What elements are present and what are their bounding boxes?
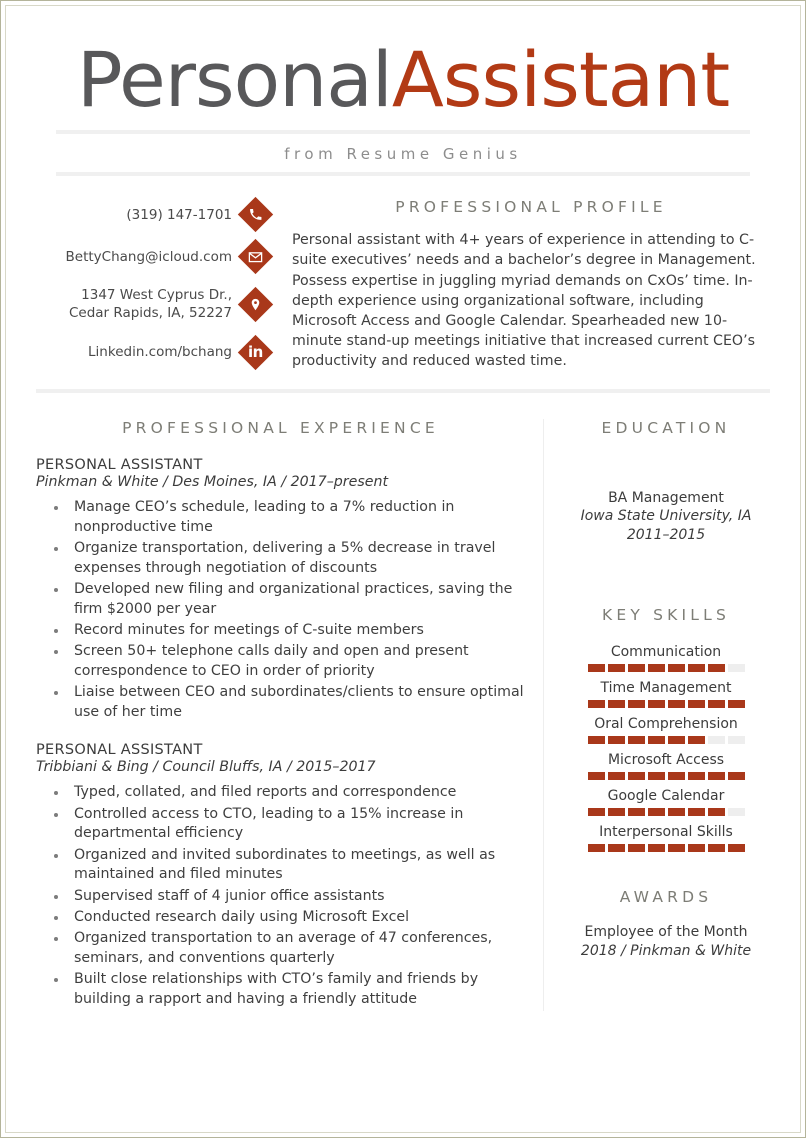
skill-rating-segment (588, 808, 605, 816)
name-last: Assistant (391, 35, 730, 124)
skill-rating-segment (708, 664, 725, 672)
skill-rating-bar (550, 772, 782, 780)
skill-rating-bar (550, 664, 782, 672)
resume-page-inner (5, 5, 801, 1133)
skill-name: Microsoft Access (607, 751, 725, 768)
skill-rating-segment (708, 808, 725, 816)
list-item: Conducted research daily using Microsoft Excel (62, 908, 525, 927)
list-item: Record minutes for meetings of C-suite members (62, 621, 525, 640)
linkedin-icon: in (238, 334, 273, 369)
education-entry (550, 489, 782, 544)
skill-rating-segment (728, 772, 745, 780)
sidebar-column (544, 419, 782, 1011)
skill-rating-segment (728, 700, 745, 708)
list-item: Controlled access to CTO, leading to a 15% increase in departmental efficiency (62, 805, 525, 844)
skill-rating-segment (588, 664, 605, 672)
skills-list (550, 644, 782, 852)
award-entry (550, 923, 782, 961)
experience-section-heading: PROFESSIONAL EXPERIENCE (122, 419, 439, 438)
skill-row (550, 716, 782, 744)
skill-row (550, 680, 782, 708)
contact-linkedin-text: Linkedin.com/bchang (88, 344, 232, 361)
skill-row (550, 824, 782, 852)
skill-rating-segment (628, 772, 645, 780)
skill-name: Time Management (600, 679, 732, 696)
skill-name: Interpersonal Skills (599, 823, 733, 840)
job-title: PERSONAL ASSISTANT (36, 742, 203, 759)
education-degree: BA Management (608, 490, 724, 507)
skill-rating-segment (708, 772, 725, 780)
header-tagline: from Resume Genius (284, 145, 522, 164)
skill-rating-segment (668, 736, 685, 744)
skill-rating-segment (668, 700, 685, 708)
contact-item-linkedin[interactable] (36, 340, 268, 365)
award-subtitle: 2018 / Pinkman & White (580, 942, 752, 959)
skill-rating-segment (608, 664, 625, 672)
skill-rating-segment (688, 700, 705, 708)
job-meta: Tribbiani & Bing / Council Bluffs, IA / 2015–2017 (36, 759, 376, 776)
skill-rating-segment (588, 736, 605, 744)
list-item: Organized transportation to an average of 47 conferences, seminars, and conventions quarterly (62, 929, 525, 968)
skill-rating-segment (608, 736, 625, 744)
skill-row (550, 788, 782, 816)
skill-rating-segment (688, 772, 705, 780)
job-meta: Pinkman & White / Des Moines, IA / 2017–present (36, 474, 389, 491)
skill-rating-segment (668, 808, 685, 816)
list-item: Typed, collated, and filed reports and correspondence (62, 783, 525, 802)
job-bullet-list (36, 498, 525, 722)
skill-rating-segment (668, 772, 685, 780)
skill-rating-segment (588, 772, 605, 780)
resume-body (6, 419, 800, 1011)
skill-rating-segment (588, 844, 605, 852)
skill-rating-segment (728, 844, 745, 852)
skill-rating-bar (550, 808, 782, 816)
awards-section-heading: AWARDS (619, 887, 713, 906)
contact-address-text: 1347 West Cyprus Dr., Cedar Rapids, IA, 52227 (68, 287, 232, 322)
skills-section-heading: KEY SKILLS (601, 605, 731, 624)
contact-profile-row (6, 176, 800, 371)
list-item: Organize transportation, delivering a 5% decrease in travel expenses through negotiation of discounts (62, 539, 525, 578)
skill-rating-segment (688, 844, 705, 852)
skill-rating-segment (608, 772, 625, 780)
list-item: Supervised staff of 4 junior office assistants (62, 887, 525, 906)
header-body-divider (36, 389, 770, 393)
list-item: Manage CEO’s schedule, leading to a 7% reduction in nonproductive time (62, 498, 525, 537)
skill-rating-segment (688, 808, 705, 816)
profile-body-text: Personal assistant with 4+ years of experience in attending to C-suite executives’ needs and a bachelor’s degree in Management. Possess expertise in juggling myriad demands on CxOs’ time. In-depth experience using organizational software, including Microsoft Access and Google Calendar. Spearheaded new 10-minute stand-up meetings initiative that increased current CEO’s productivity and reduced wasted time. (292, 232, 756, 370)
page-title (42, 35, 764, 124)
contact-item-email[interactable] (36, 244, 268, 269)
skill-rating-segment (648, 700, 665, 708)
contact-item-phone[interactable] (36, 202, 268, 227)
education-school: Iowa State University, IA (580, 508, 752, 525)
name-first: Personal (76, 35, 392, 124)
award-title: Employee of the Month (584, 923, 748, 940)
skill-rating-segment (628, 808, 645, 816)
profile-section-heading: PROFESSIONAL PROFILE (395, 198, 667, 217)
skill-rating-segment (628, 700, 645, 708)
skill-rating-segment (668, 664, 685, 672)
skill-rating-segment (728, 664, 745, 672)
skill-rating-segment (728, 736, 745, 744)
contact-email-text: BettyChang@icloud.com (65, 248, 232, 265)
skill-name: Communication (610, 643, 722, 660)
contact-block (36, 198, 268, 371)
skill-rating-segment (628, 736, 645, 744)
list-item: Organized and invited subordinates to meetings, as well as maintained and filed minutes (62, 846, 525, 885)
skill-row (550, 644, 782, 672)
skill-rating-segment (688, 736, 705, 744)
list-item: Developed new filing and organizational practices, saving the firm $2000 per year (62, 580, 525, 619)
skill-name: Google Calendar (607, 787, 725, 804)
skill-name: Oral Comprehension (594, 715, 738, 732)
skill-rating-segment (628, 664, 645, 672)
skill-rating-segment (608, 808, 625, 816)
skill-rating-segment (648, 808, 665, 816)
list-item: Built close relationships with CTO’s family and friends by building a rapport and having a friendly attitude (62, 970, 525, 1009)
skill-rating-segment (708, 700, 725, 708)
skill-rating-segment (708, 736, 725, 744)
skill-rating-segment (688, 664, 705, 672)
experience-column (24, 419, 544, 1011)
skill-rating-segment (648, 844, 665, 852)
resume-header (6, 6, 800, 176)
skill-rating-segment (708, 844, 725, 852)
skill-rating-bar (550, 844, 782, 852)
job-bullet-list (36, 783, 525, 1009)
skill-rating-segment (648, 664, 665, 672)
skill-rating-segment (648, 736, 665, 744)
skill-rating-bar (550, 700, 782, 708)
contact-phone-text: (319) 147-1701 (126, 206, 232, 223)
skill-rating-segment (628, 844, 645, 852)
skill-rating-bar (550, 736, 782, 744)
skill-rating-segment (588, 700, 605, 708)
job-title: PERSONAL ASSISTANT (36, 457, 203, 474)
skill-rating-segment (668, 844, 685, 852)
list-item: Screen 50+ telephone calls daily and open and present correspondence to CEO in order of priority (62, 642, 525, 681)
skill-rating-segment (608, 844, 625, 852)
experience-entry (36, 742, 525, 1009)
education-section-heading: EDUCATION (601, 419, 731, 438)
contact-item-address[interactable] (36, 286, 268, 322)
skill-rating-segment (608, 700, 625, 708)
experience-entry (36, 457, 525, 722)
skill-rating-segment (648, 772, 665, 780)
education-years: 2011–2015 (626, 526, 706, 543)
profile-block (268, 198, 770, 371)
skill-row (550, 752, 782, 780)
list-item: Liaise between CEO and subordinates/clients to ensure optimal use of her time (62, 683, 525, 722)
skill-rating-segment (728, 808, 745, 816)
